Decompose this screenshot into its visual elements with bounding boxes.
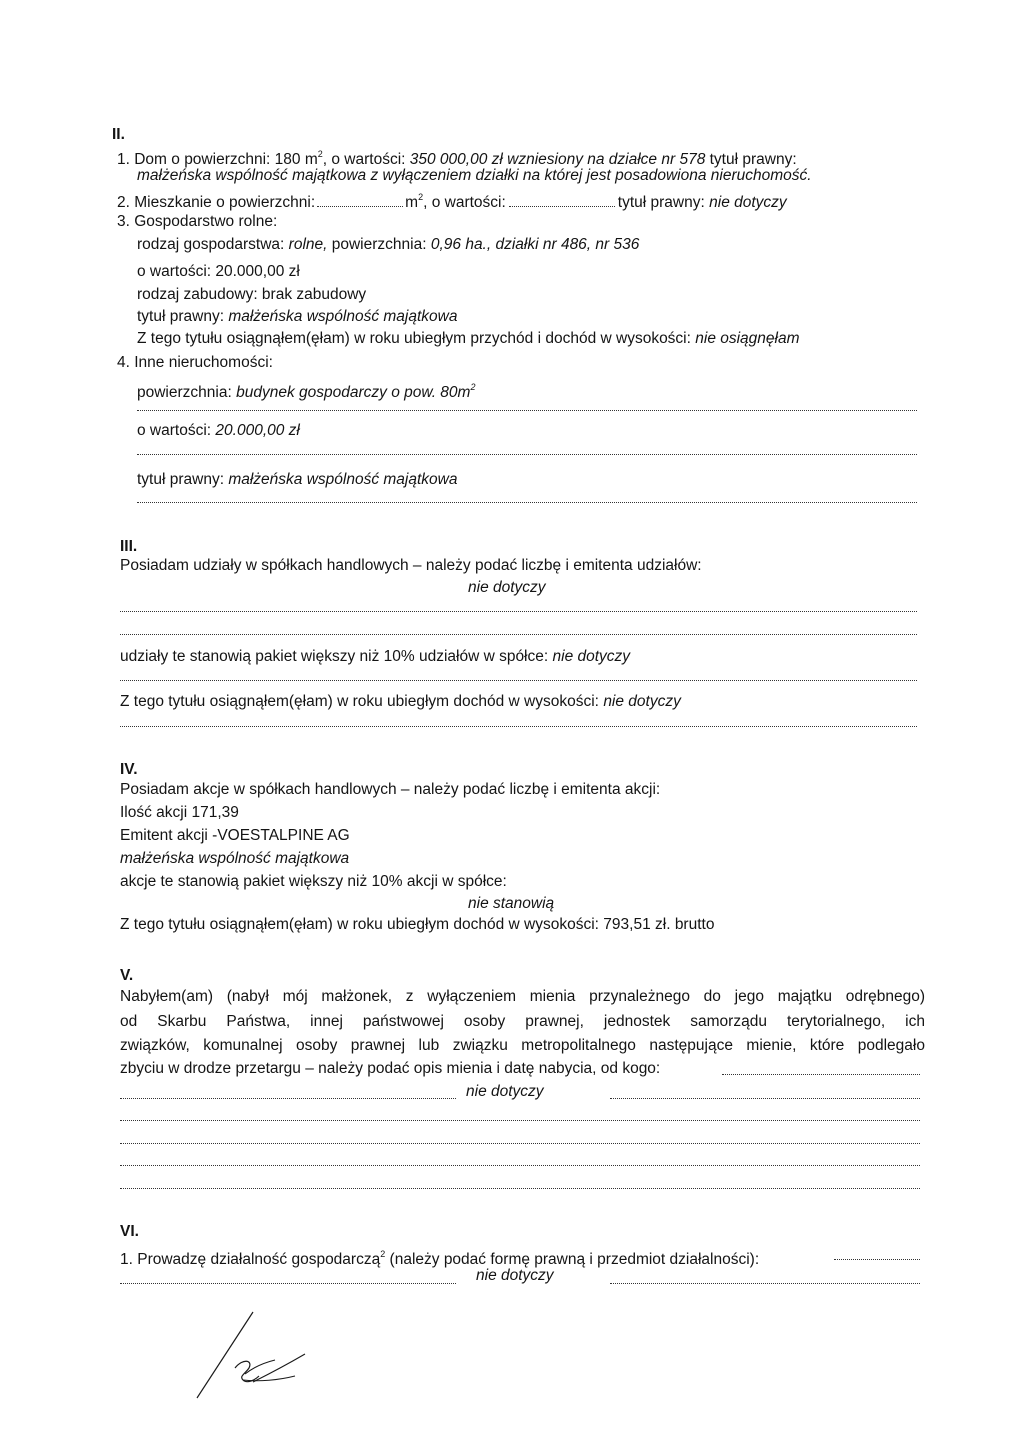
other-property-area [137,377,475,403]
dotted-line [120,1098,456,1099]
farm-buildings: rodzaj zabudowy: brak zabudowy [137,286,367,303]
stocks-line: Posiadam akcje w spółkach handlowych – należy podać liczbę i emitenta akcji: [120,781,661,798]
dotted-line [137,410,917,411]
section-iii-heading: III. [120,538,138,555]
dotted-line [120,1143,920,1144]
other-property-title [137,470,457,490]
farm-income-value: nie osiągnęłam [695,330,800,347]
dotted-line [120,1165,920,1166]
farm-income-label: Z tego tytułu osiągnąłem(ęłam) w roku ubiegłym przychód i dochód w wysokości: [137,330,691,347]
dotted-line [120,611,917,612]
dotted-line [610,1283,920,1284]
farm-type-label: rodzaj gospodarstwa: [137,236,285,253]
other-title-label: tytuł prawny: [137,471,225,488]
acquisition-text-line1: Nabyłem(am) (nabył mój małżonek, z wyłączeniem mienia przynależnego do jego majątku odrębnego) [120,988,925,1005]
dotted-line [834,1259,920,1260]
section-v-heading: V. [120,967,134,984]
shares-value: nie dotyczy [468,579,546,596]
dotted-line [120,726,917,727]
flat-area-dots [317,206,403,207]
shares-income [120,692,681,712]
dotted-line [120,1188,920,1189]
farm-area-label: powierzchnia: [331,236,427,253]
flat-label: 2. Mieszkanie o powierzchni: [117,194,316,211]
house-plot: wzniesiony na działce nr 578 [507,151,706,168]
dotted-line [137,502,917,503]
acquisition-value: nie dotyczy [466,1083,544,1100]
flat-unit: m [405,194,419,211]
other-title-value: małżeńska wspólność majątkowa [228,471,458,488]
other-area-sup: 2 [470,382,476,392]
shares-package [120,647,630,667]
dotted-line [120,1283,456,1284]
stocks-ownership: małżeńska wspólność majątkowa [120,850,350,867]
dotted-line [610,1098,920,1099]
acquisition-text-line2: od Skarbu Państwa, innej państwowej osoby prawnej, jednostek samorządu terytorialnego, ich [120,1013,925,1030]
other-value-value: 20.000,00 zł [215,422,300,439]
house-value-label: , o wartości: [322,151,410,168]
stocks-package-label: akcje te stanowią pakiet większy niż 10% akcji w spółce: [120,873,507,890]
section-vi-heading: VI. [120,1223,139,1240]
business-label-rest: (należy podać formę prawną i przedmiot działalności): [385,1251,760,1268]
other-area-value: budynek gospodarczy o pow. 80m [236,384,471,401]
flat-value-dots [509,206,615,207]
other-area-label: powierzchnia: [137,384,232,401]
section-ii-heading: II. [112,126,125,143]
house-label: 1. Dom o powierzchni: 180 m [117,151,318,168]
business-value: nie dotyczy [476,1267,554,1284]
farm-type-value: rolne, [288,236,328,253]
flat-title-label: tytuł prawny: [617,194,705,211]
farm-income [137,329,800,349]
handwritten-signature [195,1310,325,1400]
shares-income-value: nie dotyczy [603,693,681,710]
flat-unit-sup: 2 [418,192,424,202]
house-area-sup: 2 [317,149,323,159]
farm-title [137,307,457,327]
dotted-line [137,454,917,455]
stocks-issuer: Emitent akcji -VOESTALPINE AG [120,827,350,844]
dotted-line [120,680,917,681]
stocks-package-value: nie stanowią [468,895,555,912]
dotted-line [120,634,917,635]
item-flat [117,187,787,213]
shares-package-value: nie dotyczy [552,648,631,665]
business-sup: 2 [380,1249,386,1259]
flat-value-label: , o wartości: [423,194,506,211]
shares-income-label: Z tego tytułu osiągnąłem(ęłam) w roku ubiegłym dochód w wysokości: [120,693,599,710]
house-title-label: tytuł prawny: [705,151,797,168]
house-value: 350 000,00 zł [409,151,503,168]
flat-title-value: nie dotyczy [709,194,787,211]
farm-value: o wartości: 20.000,00 zł [137,263,300,280]
farm-title-label: tytuł prawny: [137,308,225,325]
other-property-heading: 4. Inne nieruchomości: [117,354,273,371]
acquisition-text-line3: związków, komunalnej osoby prawnej lub związku metropolitalnego następujące mienie, które podlegało [120,1037,925,1054]
stocks-count: Ilość akcji 171,39 [120,804,239,821]
section-iv-heading: IV. [120,761,138,778]
dotted-line [722,1074,920,1075]
stocks-income: Z tego tytułu osiągnąłem(ęłam) w roku ubiegłym dochód w wysokości: 793,51 zł. brutto [120,916,715,933]
business-label: 1. Prowadzę działalność gospodarczą [120,1251,381,1268]
dotted-line [120,1120,920,1121]
farm-area-value: 0,96 ha., działki nr 486, nr 536 [430,236,640,253]
farm-type-area [137,235,639,255]
acquisition-text-line4: zbyciu w drodze przetargu – należy podać opis mienia i datę nabycia, od kogo: [120,1060,661,1077]
other-property-value [137,421,300,441]
farm-title-value: małżeńska wspólność majątkowa [228,308,458,325]
farm-heading: 3. Gospodarstwo rolne: [117,213,278,230]
shares-line: Posiadam udziały w spółkach handlowych – należy podać liczbę i emitenta udziałów: [120,557,702,574]
shares-package-label: udziały te stanowią pakiet większy niż 10% udziałów w spółce: [120,648,549,665]
house-title-value: małżeńska wspólność majątkowa z wyłączeniem działki na której jest posadowiona nieruchomość. [137,167,812,184]
other-value-label: o wartości: [137,422,212,439]
business-line [120,1244,759,1270]
